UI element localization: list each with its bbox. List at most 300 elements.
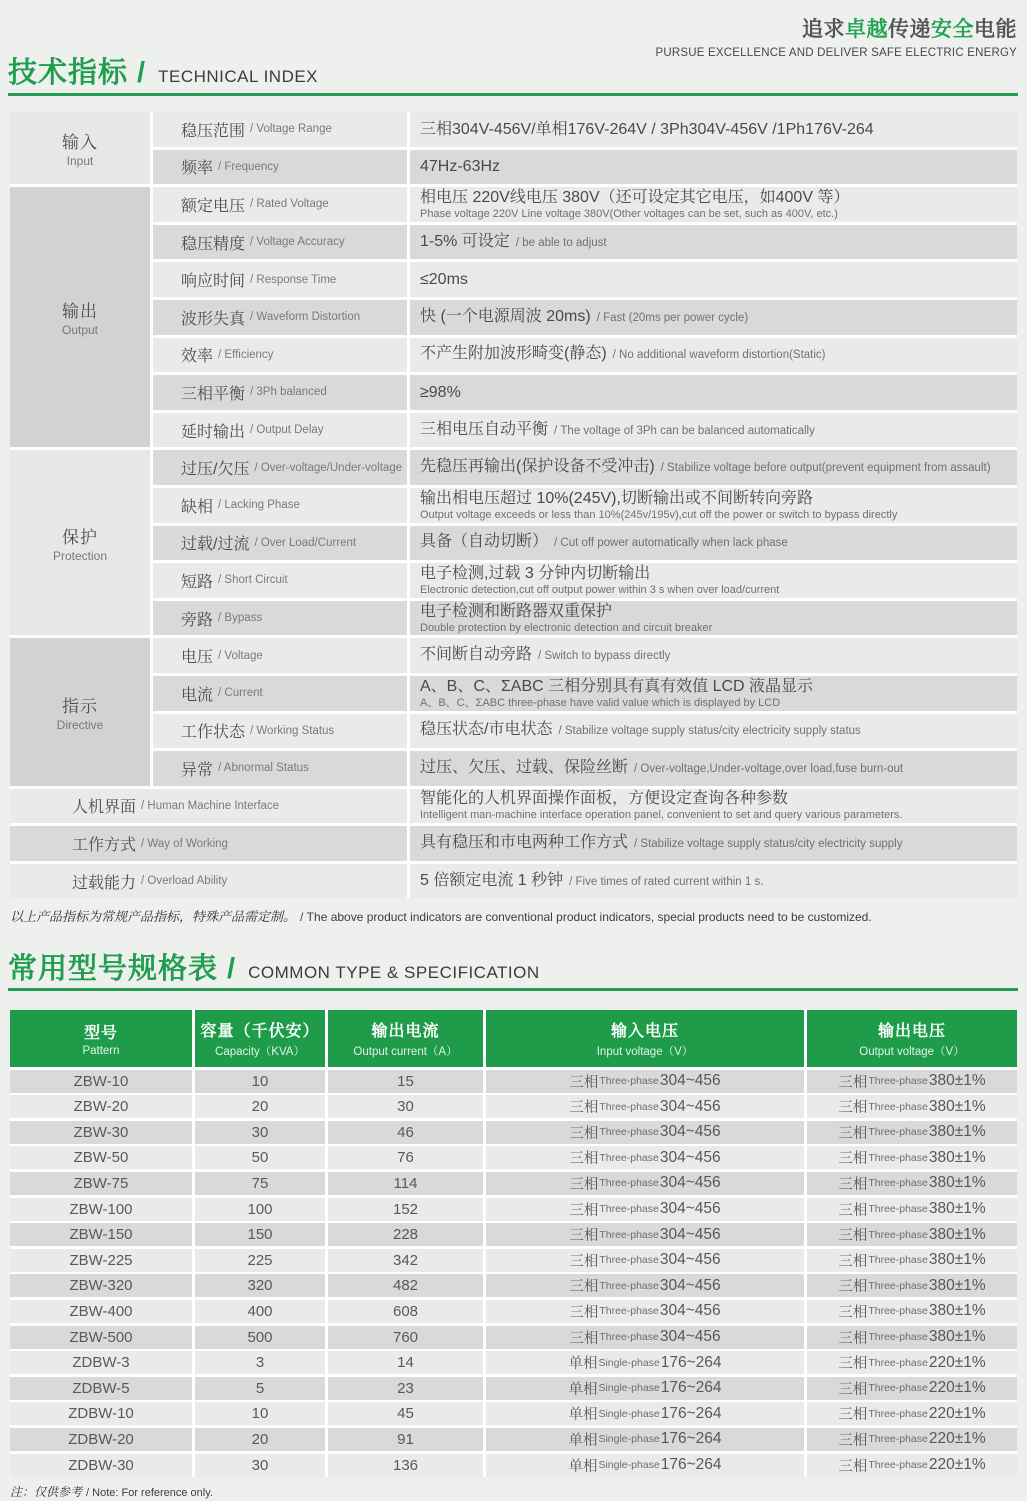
tech-label-cell (153, 751, 407, 786)
voltage-value: 304~456 (659, 1123, 721, 1141)
spec-capacity-cell: 75 (195, 1172, 325, 1195)
spec-input-voltage-cell (486, 1274, 804, 1297)
phase-en: Three-phase (868, 1279, 928, 1292)
voltage-value: 304~456 (659, 1328, 721, 1346)
spec-output-voltage-cell (807, 1300, 1017, 1323)
spec-input-voltage-cell (486, 1172, 804, 1195)
tech-label-cell (153, 413, 407, 448)
phase-en: Three-phase (599, 1151, 659, 1164)
tech-label-cell (10, 789, 407, 824)
tech-category-cell (10, 638, 150, 785)
voltage-value: 304~456 (659, 1251, 721, 1269)
spec-capacity-cell: 10 (195, 1402, 325, 1425)
tech-label-cell (153, 638, 407, 673)
spec-output-voltage-cell (807, 1377, 1017, 1400)
spec-current-cell: 114 (328, 1172, 483, 1195)
phase-en: Three-phase (868, 1356, 928, 1369)
spec-current-cell: 30 (328, 1095, 483, 1118)
phase-cn: 单相 (568, 1356, 598, 1373)
spec-current-cell: 15 (328, 1070, 483, 1093)
tech-value-main (420, 678, 1011, 695)
spec-current-cell: 14 (328, 1351, 483, 1374)
tech-label-cell (153, 150, 407, 185)
voltage-value: 304~456 (659, 1302, 721, 1320)
tech-value-en-line2: Output voltage exceeds or less than 10%(245v/195v),cut off the power or switch to bypass directly (420, 508, 898, 521)
spec-model-cell: ZBW-150 (10, 1223, 192, 1246)
tech-value-cell (410, 450, 1017, 485)
spec-model-cell: ZDBW-3 (10, 1351, 192, 1374)
title-cn: 技术指标 / (8, 57, 147, 89)
tech-label-en: / Way of Working (141, 837, 228, 850)
tech-value-en: / No additional waveform distortion(Static) (612, 349, 826, 362)
phase-en: Three-phase (868, 1459, 928, 1471)
spec-capacity-cell: 320 (195, 1274, 325, 1297)
tech-category-cn: 保护 (62, 527, 98, 547)
tech-category-cn: 输入 (62, 133, 98, 153)
tech-label-en: / Lacking Phase (218, 499, 300, 512)
spec-model-cell: ZDBW-10 (10, 1402, 192, 1425)
tech-category-en: Protection (52, 548, 108, 563)
section-title-technical-index (8, 50, 318, 91)
title-en: TECHNICAL INDEX (158, 67, 319, 86)
tech-label-en: / Waveform Distortion (250, 311, 361, 324)
spec-current-cell: 46 (328, 1121, 483, 1144)
voltage-value: 304~456 (659, 1200, 721, 1218)
tech-value-text: A、B、C、ΣABC 三相分别具有真有效值 LCD 液晶显示 (420, 677, 814, 695)
tech-value-text: 具有稳压和市电两种工作方式 (420, 834, 629, 852)
voltage-value: 380±1% (928, 1148, 986, 1166)
phase-en: Three-phase (599, 1331, 659, 1344)
phase-cn: 三相 (838, 1432, 868, 1449)
tech-value-text: 不产生附加波形畸变(静态) (420, 345, 607, 363)
tech-label-cn: 过压/欠压 (181, 461, 250, 479)
tech-label-en: / Over Load/Current (254, 536, 357, 549)
tech-label-cn: 频率 (181, 160, 214, 178)
voltage-value: 380±1% (928, 1174, 986, 1192)
phase-en: Three-phase (599, 1228, 659, 1241)
spec-model-cell: ZBW-75 (10, 1172, 192, 1195)
tech-label-cell (153, 601, 407, 636)
tech-label-cell (153, 338, 407, 373)
voltage-value: 304~456 (659, 1148, 721, 1166)
phase-cn: 三相 (569, 1330, 599, 1347)
tech-label-cn: 工作状态 (181, 724, 246, 742)
voltage-value: 304~456 (659, 1174, 721, 1192)
tech-label-cell (153, 714, 407, 749)
spec-output-voltage-cell (807, 1172, 1017, 1195)
tech-value-cell (410, 526, 1017, 561)
spec-output-voltage-cell (807, 1402, 1017, 1425)
spec-capacity-cell: 5 (195, 1377, 325, 1400)
spec-input-voltage-cell (486, 1326, 804, 1349)
green-divider (8, 93, 1018, 96)
column-header-pattern: 型号 Pattern (10, 1010, 192, 1067)
tech-value-text: 稳压状态/市电状态 (420, 721, 553, 739)
tech-value-cell (410, 262, 1017, 297)
spec-output-voltage-cell (807, 1198, 1017, 1221)
phase-en: Single-phase (598, 1356, 660, 1369)
tech-value-main (420, 646, 1011, 665)
title-en: COMMON TYPE & SPECIFICATION (248, 963, 540, 982)
phase-en: Three-phase (868, 1203, 928, 1216)
tech-category-cell (10, 450, 150, 635)
spec-output-voltage-cell (807, 1274, 1017, 1297)
spec-input-voltage-cell (486, 1351, 804, 1374)
spec-output-voltage-cell (807, 1326, 1017, 1349)
slogan-english: PURSUE EXCELLENCE AND DELIVER SAFE ELECTRIC ENERGY (655, 47, 1017, 59)
voltage-value: 176~264 (660, 1353, 722, 1371)
column-header-input-voltage: 输入电压 Input voltage（V） (486, 1010, 804, 1067)
tech-label-cell (153, 262, 407, 297)
phase-en: Three-phase (599, 1075, 659, 1088)
tech-label-cn: 异常 (181, 761, 214, 779)
voltage-value: 220±1% (928, 1404, 986, 1422)
tech-label-en: / Human Machine Interface (141, 799, 280, 812)
tech-grid (10, 112, 1017, 898)
tech-label-en: / Over-voltage/Under-voltage (254, 461, 403, 474)
phase-en: Three-phase (868, 1126, 928, 1139)
phase-en: Single-phase (598, 1382, 660, 1395)
spec-model-cell: ZBW-50 (10, 1146, 192, 1169)
phase-en: Three-phase (599, 1203, 659, 1216)
spec-input-voltage-cell (486, 1428, 804, 1451)
tech-value-main (420, 345, 1011, 364)
tech-value-main (420, 603, 1011, 620)
tech-label-cell (10, 826, 407, 861)
company-slogan (656, 13, 1018, 59)
tech-label-cn: 工作方式 (72, 837, 137, 855)
phase-cn: 三相 (838, 1253, 868, 1270)
tech-value-text: 电子检测,过载 3 分钟内切断输出 (420, 564, 651, 582)
tech-value-main (420, 490, 1011, 507)
spec-model-cell: ZBW-225 (10, 1249, 192, 1272)
phase-en: Three-phase (868, 1407, 928, 1420)
tech-label-en: / Output Delay (250, 424, 324, 437)
spec-model-cell: ZBW-30 (10, 1121, 192, 1144)
voltage-value: 176~264 (660, 1430, 722, 1448)
tech-value-cell (410, 375, 1017, 410)
spec-current-cell: 76 (328, 1146, 483, 1169)
tech-label-cn: 缺相 (181, 498, 214, 516)
phase-cn: 三相 (569, 1304, 599, 1321)
tech-value-en: / Stabilize voltage supply status/city electricity supply status (558, 725, 861, 738)
tech-value-en: / Over-voltage,Under-voltage,over load,fuse burn-out (634, 762, 904, 775)
tech-value-text: ≥98% (420, 383, 461, 401)
tech-category-en: Output (61, 323, 99, 338)
phase-cn: 三相 (838, 1381, 868, 1398)
tech-value-en: / be able to adjust (515, 236, 607, 249)
tech-label-cn: 波形失真 (181, 310, 246, 328)
voltage-value: 380±1% (928, 1200, 986, 1218)
tech-label-en: / Voltage (218, 649, 263, 662)
spec-model-cell: ZDBW-30 (10, 1454, 192, 1477)
phase-cn: 三相 (569, 1253, 599, 1270)
tech-label-cell (153, 563, 407, 598)
spec-input-voltage-cell (486, 1198, 804, 1221)
phase-cn: 三相 (569, 1279, 599, 1296)
column-header-output-current: 输出电流 Output current（A） (328, 1010, 483, 1067)
phase-cn: 三相 (838, 1074, 868, 1091)
voltage-value: 176~264 (660, 1379, 722, 1397)
phase-cn: 三相 (838, 1458, 868, 1475)
spec-model-cell: ZBW-100 (10, 1198, 192, 1221)
tech-value-cell (410, 826, 1017, 861)
tech-label-cn: 延时输出 (181, 423, 246, 441)
spec-capacity-cell: 225 (195, 1249, 325, 1272)
phase-cn: 三相 (838, 1202, 868, 1219)
tech-value-cell (410, 714, 1017, 749)
tech-value-cell (410, 150, 1017, 185)
tech-category-cn: 输出 (62, 302, 98, 322)
spec-current-cell: 228 (328, 1223, 483, 1246)
phase-en: Three-phase (599, 1305, 659, 1318)
spec-input-voltage-cell (486, 1095, 804, 1118)
spec-model-cell: ZBW-320 (10, 1274, 192, 1297)
voltage-value: 304~456 (659, 1276, 721, 1294)
tech-value-cell (410, 187, 1017, 222)
voltage-value: 304~456 (659, 1097, 721, 1115)
tech-value-cell (410, 563, 1017, 598)
tech-label-cell (153, 187, 407, 222)
tech-value-text: 输出相电压超过 10%(245V),切断输出或不间断转向旁路 (420, 489, 813, 507)
tech-label-cell (10, 864, 407, 899)
phase-cn: 三相 (569, 1100, 599, 1117)
tech-value-en-line2: Double protection by electronic detection and circuit breaker (420, 621, 713, 634)
spec-model-cell: ZBW-20 (10, 1095, 192, 1118)
tech-value-main (420, 721, 1011, 740)
reference-footnote: 注：仅供参考 / Note: For reference only. (10, 1485, 213, 1499)
tech-label-cn: 三相平衡 (181, 385, 246, 403)
tech-label-cell (153, 676, 407, 711)
spec-capacity-cell: 30 (195, 1121, 325, 1144)
phase-en: Three-phase (868, 1254, 928, 1267)
spec-current-cell: 482 (328, 1274, 483, 1297)
tech-label-cn: 电压 (181, 649, 214, 667)
tech-label-en: / Voltage Accuracy (250, 236, 345, 249)
spec-current-cell: 760 (328, 1326, 483, 1349)
voltage-value: 220±1% (928, 1379, 986, 1397)
tech-value-cell (410, 300, 1017, 335)
tech-value-main (420, 790, 1011, 807)
tech-value-text: 电子检测和断路器双重保护 (420, 602, 613, 620)
tech-label-cell (153, 300, 407, 335)
spec-current-cell: 45 (328, 1402, 483, 1425)
phase-en: Three-phase (599, 1100, 659, 1113)
tech-label-en: / Abnormal Status (218, 762, 309, 775)
phase-cn: 三相 (838, 1151, 868, 1168)
tech-value-cell (410, 676, 1017, 711)
tech-value-en-line2: A、B、C、ΣABC three-phase have valid value which is displayed by LCD (420, 696, 781, 709)
voltage-value: 380±1% (928, 1123, 986, 1141)
spec-model-cell: ZDBW-20 (10, 1428, 192, 1451)
spec-input-voltage-cell (486, 1223, 804, 1246)
tech-label-cell (153, 225, 407, 260)
phase-cn: 三相 (838, 1228, 868, 1245)
tech-value-en: / Stabilize voltage before output(prevent equipment from assault) (660, 462, 991, 475)
spec-current-cell: 91 (328, 1428, 483, 1451)
tech-value-text: 先稳压再输出(保护设备不受冲击) (420, 458, 655, 476)
tech-value-en: / The voltage of 3Ph can be balanced automatically (554, 424, 815, 437)
voltage-value: 220±1% (928, 1430, 986, 1448)
tech-label-cn: 效率 (181, 348, 214, 366)
phase-cn: 三相 (569, 1202, 599, 1219)
voltage-value: 304~456 (659, 1072, 721, 1090)
phase-cn: 单相 (568, 1432, 598, 1449)
phase-en: Single-phase (598, 1433, 660, 1446)
section-title-common-type (8, 946, 540, 987)
tech-value-main (420, 189, 1011, 206)
phase-en: Three-phase (868, 1177, 928, 1190)
tech-value-en-line2: Phase voltage 220V Line voltage 380V(Other voltages can be set, such as 400V, etc.) (420, 207, 838, 220)
voltage-value: 304~456 (659, 1225, 721, 1243)
spec-current-cell: 152 (328, 1198, 483, 1221)
spec-model-cell: ZBW-500 (10, 1326, 192, 1349)
tech-label-en: / Rated Voltage (250, 198, 329, 211)
spec-output-voltage-cell (807, 1070, 1017, 1093)
phase-cn: 三相 (569, 1151, 599, 1168)
tech-value-text: 47Hz-63Hz (420, 158, 501, 176)
tech-value-cell (410, 225, 1017, 260)
spec-capacity-cell: 30 (195, 1454, 325, 1477)
spec-capacity-cell: 20 (195, 1095, 325, 1118)
spec-capacity-cell: 50 (195, 1146, 325, 1169)
tech-value-main (420, 759, 1011, 778)
spec-output-voltage-cell (807, 1095, 1017, 1118)
spec-output-voltage-cell (807, 1351, 1017, 1374)
tech-label-en: / Overload Ability (141, 875, 228, 888)
tech-category-en: Directive (56, 718, 104, 732)
tech-label-cn: 短路 (181, 573, 214, 591)
spec-output-voltage-cell (807, 1454, 1017, 1477)
tech-label-cn: 旁路 (181, 611, 214, 629)
spec-input-voltage-cell (486, 1402, 804, 1425)
tech-label-en: / Voltage Range (250, 123, 332, 136)
spec-input-voltage-cell (486, 1454, 804, 1477)
spec-input-voltage-cell (486, 1070, 804, 1093)
phase-en: Three-phase (599, 1254, 659, 1267)
phase-cn: 三相 (838, 1176, 868, 1193)
spec-input-voltage-cell (486, 1300, 804, 1323)
spec-capacity-cell: 3 (195, 1351, 325, 1374)
spec-model-cell: ZBW-10 (10, 1070, 192, 1093)
spec-output-voltage-cell (807, 1121, 1017, 1144)
tech-value-en: / Switch to bypass directly (538, 650, 671, 663)
voltage-value: 380±1% (928, 1251, 986, 1269)
tech-value-text: 智能化的人机界面操作面板，方便设定查询各种参数 (420, 790, 789, 808)
tech-value-main (420, 458, 1011, 477)
title-cn: 常用型号规格表 / (8, 953, 237, 985)
tech-value-text: 不间断自动旁路 (420, 646, 533, 664)
phase-en: Three-phase (868, 1305, 928, 1318)
spec-capacity-cell: 500 (195, 1326, 325, 1349)
voltage-value: 380±1% (928, 1302, 986, 1320)
tech-label-cn: 过载能力 (72, 874, 137, 892)
phase-en: Three-phase (599, 1177, 659, 1190)
column-header-output-voltage: 输出电压 Output voltage（V） (807, 1010, 1017, 1067)
spec-output-voltage-cell (807, 1146, 1017, 1169)
tech-value-text: 三相电压自动平衡 (420, 420, 549, 438)
tech-label-en: / Frequency (218, 160, 279, 173)
tech-label-cn: 人机界面 (72, 799, 137, 817)
tech-label-en: / Bypass (218, 612, 263, 625)
spec-output-voltage-cell (807, 1428, 1017, 1451)
tech-value-text: 相电压 220V线电压 380V（还可设定其它电压，如400V 等） (420, 188, 850, 206)
phase-en: Three-phase (868, 1433, 928, 1446)
tech-value-main (420, 233, 1011, 252)
phase-cn: 三相 (838, 1356, 868, 1373)
tech-value-main (420, 308, 1011, 327)
phase-cn: 单相 (568, 1381, 598, 1398)
tech-label-cn: 额定电压 (181, 197, 246, 215)
tech-value-main (420, 834, 1011, 853)
tech-value-main (420, 421, 1011, 440)
spec-capacity-cell: 10 (195, 1070, 325, 1093)
phase-cn: 三相 (838, 1330, 868, 1347)
phase-cn: 三相 (569, 1074, 599, 1091)
tech-value-main (420, 271, 1011, 288)
spec-model-cell: ZBW-400 (10, 1300, 192, 1323)
tech-category-cn: 指示 (62, 697, 98, 716)
voltage-value: 380±1% (928, 1072, 986, 1090)
technical-index-table (10, 112, 1017, 898)
voltage-value: 380±1% (928, 1276, 986, 1294)
tech-value-en: / Fast (20ms per power cycle) (596, 311, 749, 324)
spec-current-cell: 23 (328, 1377, 483, 1400)
spec-capacity-cell: 20 (195, 1428, 325, 1451)
tech-label-cell (153, 112, 407, 147)
phase-en: Three-phase (868, 1331, 928, 1344)
spec-capacity-cell: 400 (195, 1300, 325, 1323)
phase-cn: 三相 (569, 1176, 599, 1193)
phase-en: Single-phase (598, 1459, 660, 1471)
voltage-value: 176~264 (660, 1404, 722, 1422)
tech-value-cell (410, 601, 1017, 636)
tech-label-cn: 电流 (181, 686, 214, 704)
spec-output-voltage-cell (807, 1223, 1017, 1246)
tech-value-en-line2: Intelligent man-machine interface operation panel, convenient to set and query various parameters. (420, 809, 903, 822)
spec-input-voltage-cell (486, 1249, 804, 1272)
tech-value-cell (410, 864, 1017, 899)
column-header-capacity: 容量（千伏安） Capacity（KVA） (195, 1010, 325, 1067)
phase-en: Three-phase (868, 1075, 928, 1088)
slogan-chinese: 追求卓越传递安全电能 (802, 18, 1017, 41)
tech-value-main (420, 384, 1011, 401)
phase-en: Three-phase (868, 1151, 928, 1164)
voltage-value: 220±1% (928, 1353, 986, 1371)
phase-en: Three-phase (599, 1279, 659, 1292)
tech-value-text: 三相304V-456V/单相176V-264V / 3Ph304V-456V /1Ph176V-264 (420, 120, 874, 138)
tech-value-en-line2: Electronic detection,cut off output power within 3 s when over load/current (420, 583, 780, 596)
spec-current-cell: 342 (328, 1249, 483, 1272)
tech-label-en: / Working Status (250, 724, 335, 737)
phase-cn: 单相 (568, 1458, 598, 1475)
phase-cn: 三相 (838, 1279, 868, 1296)
tech-label-cn: 响应时间 (181, 273, 246, 291)
tech-value-main (420, 533, 1011, 552)
tech-label-en: / Efficiency (218, 348, 274, 361)
tech-value-cell (410, 488, 1017, 523)
tech-label-en: / 3Ph balanced (250, 386, 327, 399)
tech-value-text: ≤20ms (420, 271, 468, 289)
tech-value-text: 具备（自动切断） (420, 533, 549, 551)
table-footnote: 以上产品指标为常规产品指标，特殊产品需定制。 / The above product indicators are conventional product indicators, special products need to be customized. (10, 910, 872, 925)
phase-cn: 单相 (568, 1407, 598, 1424)
tech-label-cell (153, 375, 407, 410)
tech-category-cell (10, 187, 150, 447)
voltage-value: 380±1% (928, 1225, 986, 1243)
tech-label-cell (153, 526, 407, 561)
tech-value-en: / Five times of rated current within 1 s. (569, 875, 764, 888)
